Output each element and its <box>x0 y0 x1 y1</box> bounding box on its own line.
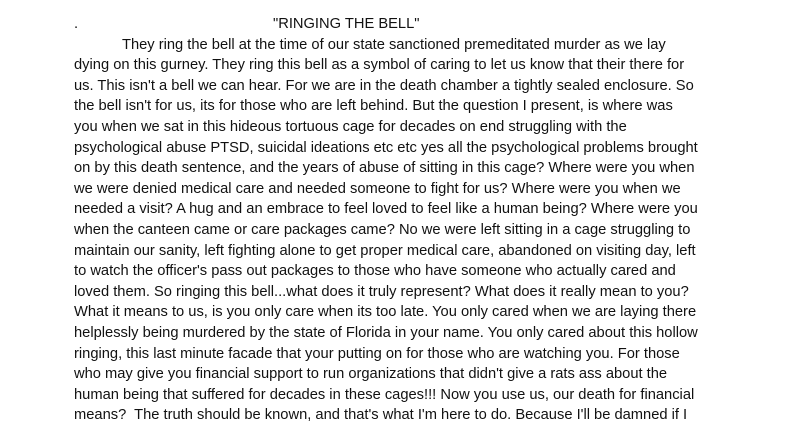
title-row <box>74 14 764 35</box>
text-line: needed a visit? A hug and an embrace to feel loved to feel like a human being? Where were you <box>74 201 698 218</box>
text-line: you when we sat in this hideous tortuous cage for decades on end struggling with the <box>74 118 627 135</box>
text-line: us. This isn't a bell we can hear. For we are in the death chamber a tightly sealed enclosure. So <box>74 77 694 94</box>
text-line: maintain our sanity, left fighting alone to get proper medical care, abandoned on visiting day, left <box>74 242 696 259</box>
text-line: human being that suffered for decades in these cages!!! Now you use us, our death for financial <box>74 386 695 403</box>
document-title: "RINGING THE BELL" <box>273 16 420 32</box>
text-line: means? The truth should be known, and that's what I'm here to do. Because I'll be damned if I <box>74 407 688 424</box>
text-line: They ring the bell at the time of our state sanctioned premeditated murder as we lay <box>122 36 666 53</box>
text-line: who may give you financial support to run organizations that didn't give a rats ass about the <box>74 366 668 383</box>
body-paragraph <box>74 35 764 426</box>
text-line: psychological abuse PTSD, suicidal ideations etc etc yes all the psychological problems brought <box>74 139 698 156</box>
text-line: dying on this gurney. They ring this bell as a symbol of caring to let us know that their there for <box>74 57 685 74</box>
text-line: when the canteen came or care packages came? No we were left sitting in a cage struggling to <box>74 221 691 238</box>
text-line: ringing, this last minute facade that your putting on for those who are watching you. For those <box>74 345 680 362</box>
text-line: What it means to us, is you only care when its too late. You only cared when we are laying there <box>74 304 697 321</box>
text-line: loved them. So ringing this bell...what does it truly represent? What does it really mean to you? <box>74 283 689 300</box>
leading-period: . <box>74 16 79 32</box>
text-line: to watch the officer's pass out packages to those who have someone who actually cared and <box>74 263 676 280</box>
document-page <box>74 14 764 426</box>
text-line: the bell isn't for us, its for those who are left behind. But the question I present, is where was <box>74 98 673 115</box>
text-line: on by this death sentence, and the years of abuse of sitting in this cage? Where were you when <box>74 160 695 177</box>
text-line: helplessly being murdered by the state of Florida in your name. You only cared about this hollow <box>74 324 698 341</box>
text-line: we were denied medical care and needed someone to fight for us? Where were you when we <box>74 180 681 197</box>
